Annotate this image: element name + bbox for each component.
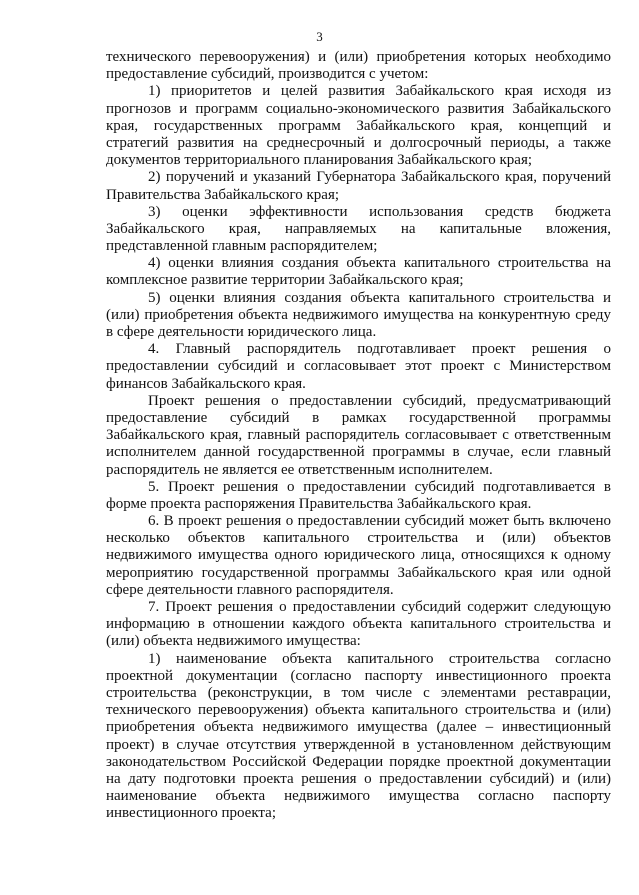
text-line: 4) оценки влияния создания объекта капитального строительства на bbox=[148, 255, 611, 272]
text-line: наименование объекта недвижимого имущества согласно паспорту bbox=[106, 788, 611, 805]
text-line: 2) поручений и указаний Губернатора Забайкальского края, поручений bbox=[148, 169, 611, 186]
text-line: Забайкальского края, главный распорядитель согласовывает с ответственным bbox=[106, 427, 611, 444]
text-line: стратегий развития на среднесрочный и долгосрочный периоды, а также bbox=[106, 134, 611, 151]
page-number: 3 bbox=[316, 29, 323, 44]
document-body bbox=[106, 49, 611, 822]
text-line: представленной главным распорядителем; bbox=[106, 238, 378, 255]
text-line: информацию в отношении каждого объекта капитального строительства и bbox=[106, 616, 611, 633]
text-line: (или) объекта недвижимого имущества: bbox=[106, 633, 361, 650]
text-line: 1) наименование объекта капитального строительства согласно bbox=[148, 650, 611, 667]
text-line: исполнителем данной государственной программы в случае, если главный bbox=[106, 444, 611, 461]
text-line: форме проекта распоряжения Правительства Забайкальского края. bbox=[106, 495, 532, 512]
text-line: предоставлении субсидий и согласовывает этот проект с Министерством bbox=[106, 358, 611, 375]
text-line: предоставление субсидий, производится с учетом: bbox=[106, 66, 429, 83]
text-line: 4. Главный распорядитель подготавливает проект решения о bbox=[148, 341, 611, 358]
text-line: 7. Проект решения о предоставлении субсидий содержит следующую bbox=[148, 599, 611, 615]
text-line: документов территориального планирования Забайкальского края; bbox=[106, 152, 533, 169]
text-line: финансов Забайкальского края. bbox=[106, 375, 306, 392]
text-line: (или) приобретения объекта недвижимого имущества на конкурентную среду bbox=[106, 306, 611, 323]
text-line: распорядитель не является ее ответственным исполнителем. bbox=[106, 461, 493, 478]
text-line: проектной документации (согласно паспорту инвестиционного проекта bbox=[106, 667, 611, 684]
text-line: 3) оценки эффективности использования средств бюджета bbox=[148, 203, 611, 220]
text-line: 1) приоритетов и целей развития Забайкальского края исходя из bbox=[148, 83, 611, 100]
text-line: мероприятию государственной программы Забайкальского края или одной bbox=[106, 564, 611, 581]
text-line: технического перевооружения) и (или) приобретения которых необходимо bbox=[106, 49, 611, 65]
text-line: несколько объектов капитального строительства и (или) объектов bbox=[106, 530, 611, 547]
text-line: предоставление субсидий в рамках государственной программы bbox=[106, 409, 611, 426]
text-line: законодательством Российской Федерации порядке проектной документации bbox=[106, 753, 611, 770]
text-line: на дату подготовки проекта решения о предоставлении субсидий) и (или) bbox=[106, 770, 611, 787]
text-line: проект) в случае отсутствия утвержденной в установленном действующим bbox=[106, 736, 611, 753]
text-line: приобретения объекта недвижимого имущества (далее – инвестиционный bbox=[106, 719, 611, 736]
text-line: 5. Проект решения о предоставлении субсидий подготавливается в bbox=[148, 478, 611, 495]
text-line: строительства (реконструкции, в том числе с элементами реставрации, bbox=[106, 684, 611, 701]
text-line: технического перевооружения) объекта капитального строительства и (или) bbox=[106, 702, 611, 719]
text-line: края, государственных программ Забайкальского края, концепций и bbox=[106, 117, 611, 134]
text-line: сфере деятельности главного распорядителя. bbox=[106, 581, 394, 598]
text-line: Проект решения о предоставлении субсидий, предусматривающий bbox=[148, 392, 611, 409]
text-line: 5) оценки влияния создания объекта капитального строительства и bbox=[148, 289, 611, 306]
text-line: 6. В проект решения о предоставлении субсидий может быть включено bbox=[148, 513, 611, 530]
text-line: инвестиционного проекта; bbox=[106, 805, 276, 822]
text-line: недвижимого имущества одного юридического лица, относящихся к одному bbox=[106, 547, 611, 564]
text-line: прогнозов и программ социально-экономического развития Забайкальского bbox=[106, 100, 611, 117]
text-line: комплексное развитие территории Забайкальского края; bbox=[106, 272, 464, 289]
text-line: в сфере деятельности юридического лица. bbox=[106, 324, 377, 340]
text-line: Правительства Забайкальского края; bbox=[106, 186, 340, 203]
text-line: Забайкальского края, направляемых на капитальные вложения, bbox=[106, 220, 611, 237]
